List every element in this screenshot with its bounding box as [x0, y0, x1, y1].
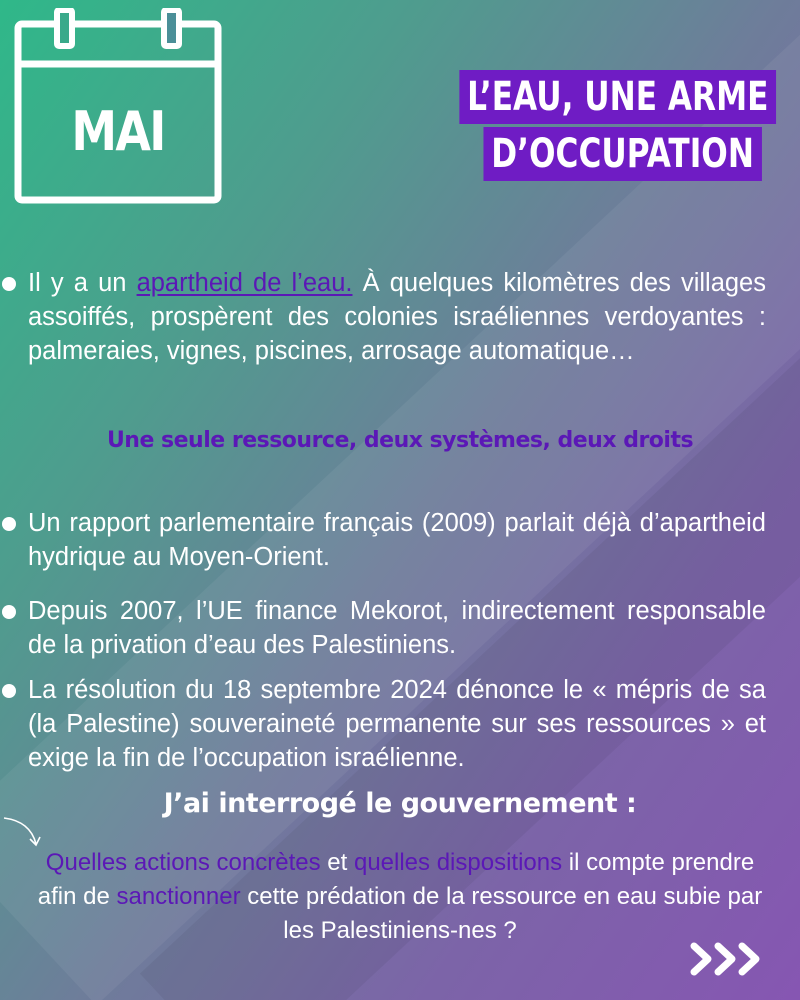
question-highlight: quelles dispositions: [353, 849, 563, 876]
government-heading: J’ai interrogé le gouvernement :: [163, 788, 637, 819]
bullet-text: Il y a un: [28, 269, 137, 297]
bullet-rapport: [28, 506, 766, 574]
question-part: il compte prendre afin de: [37, 849, 755, 910]
apartheid-link[interactable]: apartheid de l’eau.: [136, 269, 353, 297]
question-highlight: Quelles actions concrètes: [45, 849, 321, 876]
calendar-month: MAI: [71, 100, 165, 163]
bullet-dot-icon: [2, 277, 16, 291]
question-text: [30, 846, 770, 948]
bullet-text: Un rapport parlementaire français (2009) parlait déjà d’apartheid hydrique au Moyen-Orient.: [28, 509, 766, 571]
bullet-text: La résolution du 18 septembre 2024 dénonce le « mépris de sa (la Palestine) souveraineté permanente sur ses ressources » et exige la fin de l’occupation israélienne.: [28, 676, 766, 772]
question-highlight: sanctionner: [116, 883, 241, 910]
question-part: et: [320, 849, 354, 876]
subheading: Une seule ressource, deux systèmes, deux droits: [106, 428, 694, 453]
bullet-dot-icon: [2, 517, 16, 531]
next-arrows-icon[interactable]: [688, 936, 768, 982]
title-line-2: D’OCCUPATION: [484, 127, 762, 181]
bullet-resolution: [28, 673, 766, 775]
bullet-apartheid: [28, 266, 766, 368]
curved-arrow-icon: [2, 814, 48, 850]
title-line-1: L’EAU, UNE ARME: [459, 70, 776, 124]
bullet-text: Depuis 2007, l’UE finance Mekorot, indirectement responsable de la privation d’eau des Palestiniens.: [28, 597, 766, 659]
calendar-icon: [13, 8, 223, 208]
question-part: cette prédation de la ressource en eau subie par les Palestiniens-nes ?: [240, 883, 763, 944]
bullet-mekorot: [28, 594, 766, 662]
bullet-dot-icon: [2, 605, 16, 619]
bullet-text: À quelques kilomètres des villages assoiffés, prospèrent des colonies israéliennes verdoyantes : palmeraies, vignes, piscines, arrosage automatique…: [28, 269, 766, 365]
bullet-dot-icon: [2, 684, 16, 698]
